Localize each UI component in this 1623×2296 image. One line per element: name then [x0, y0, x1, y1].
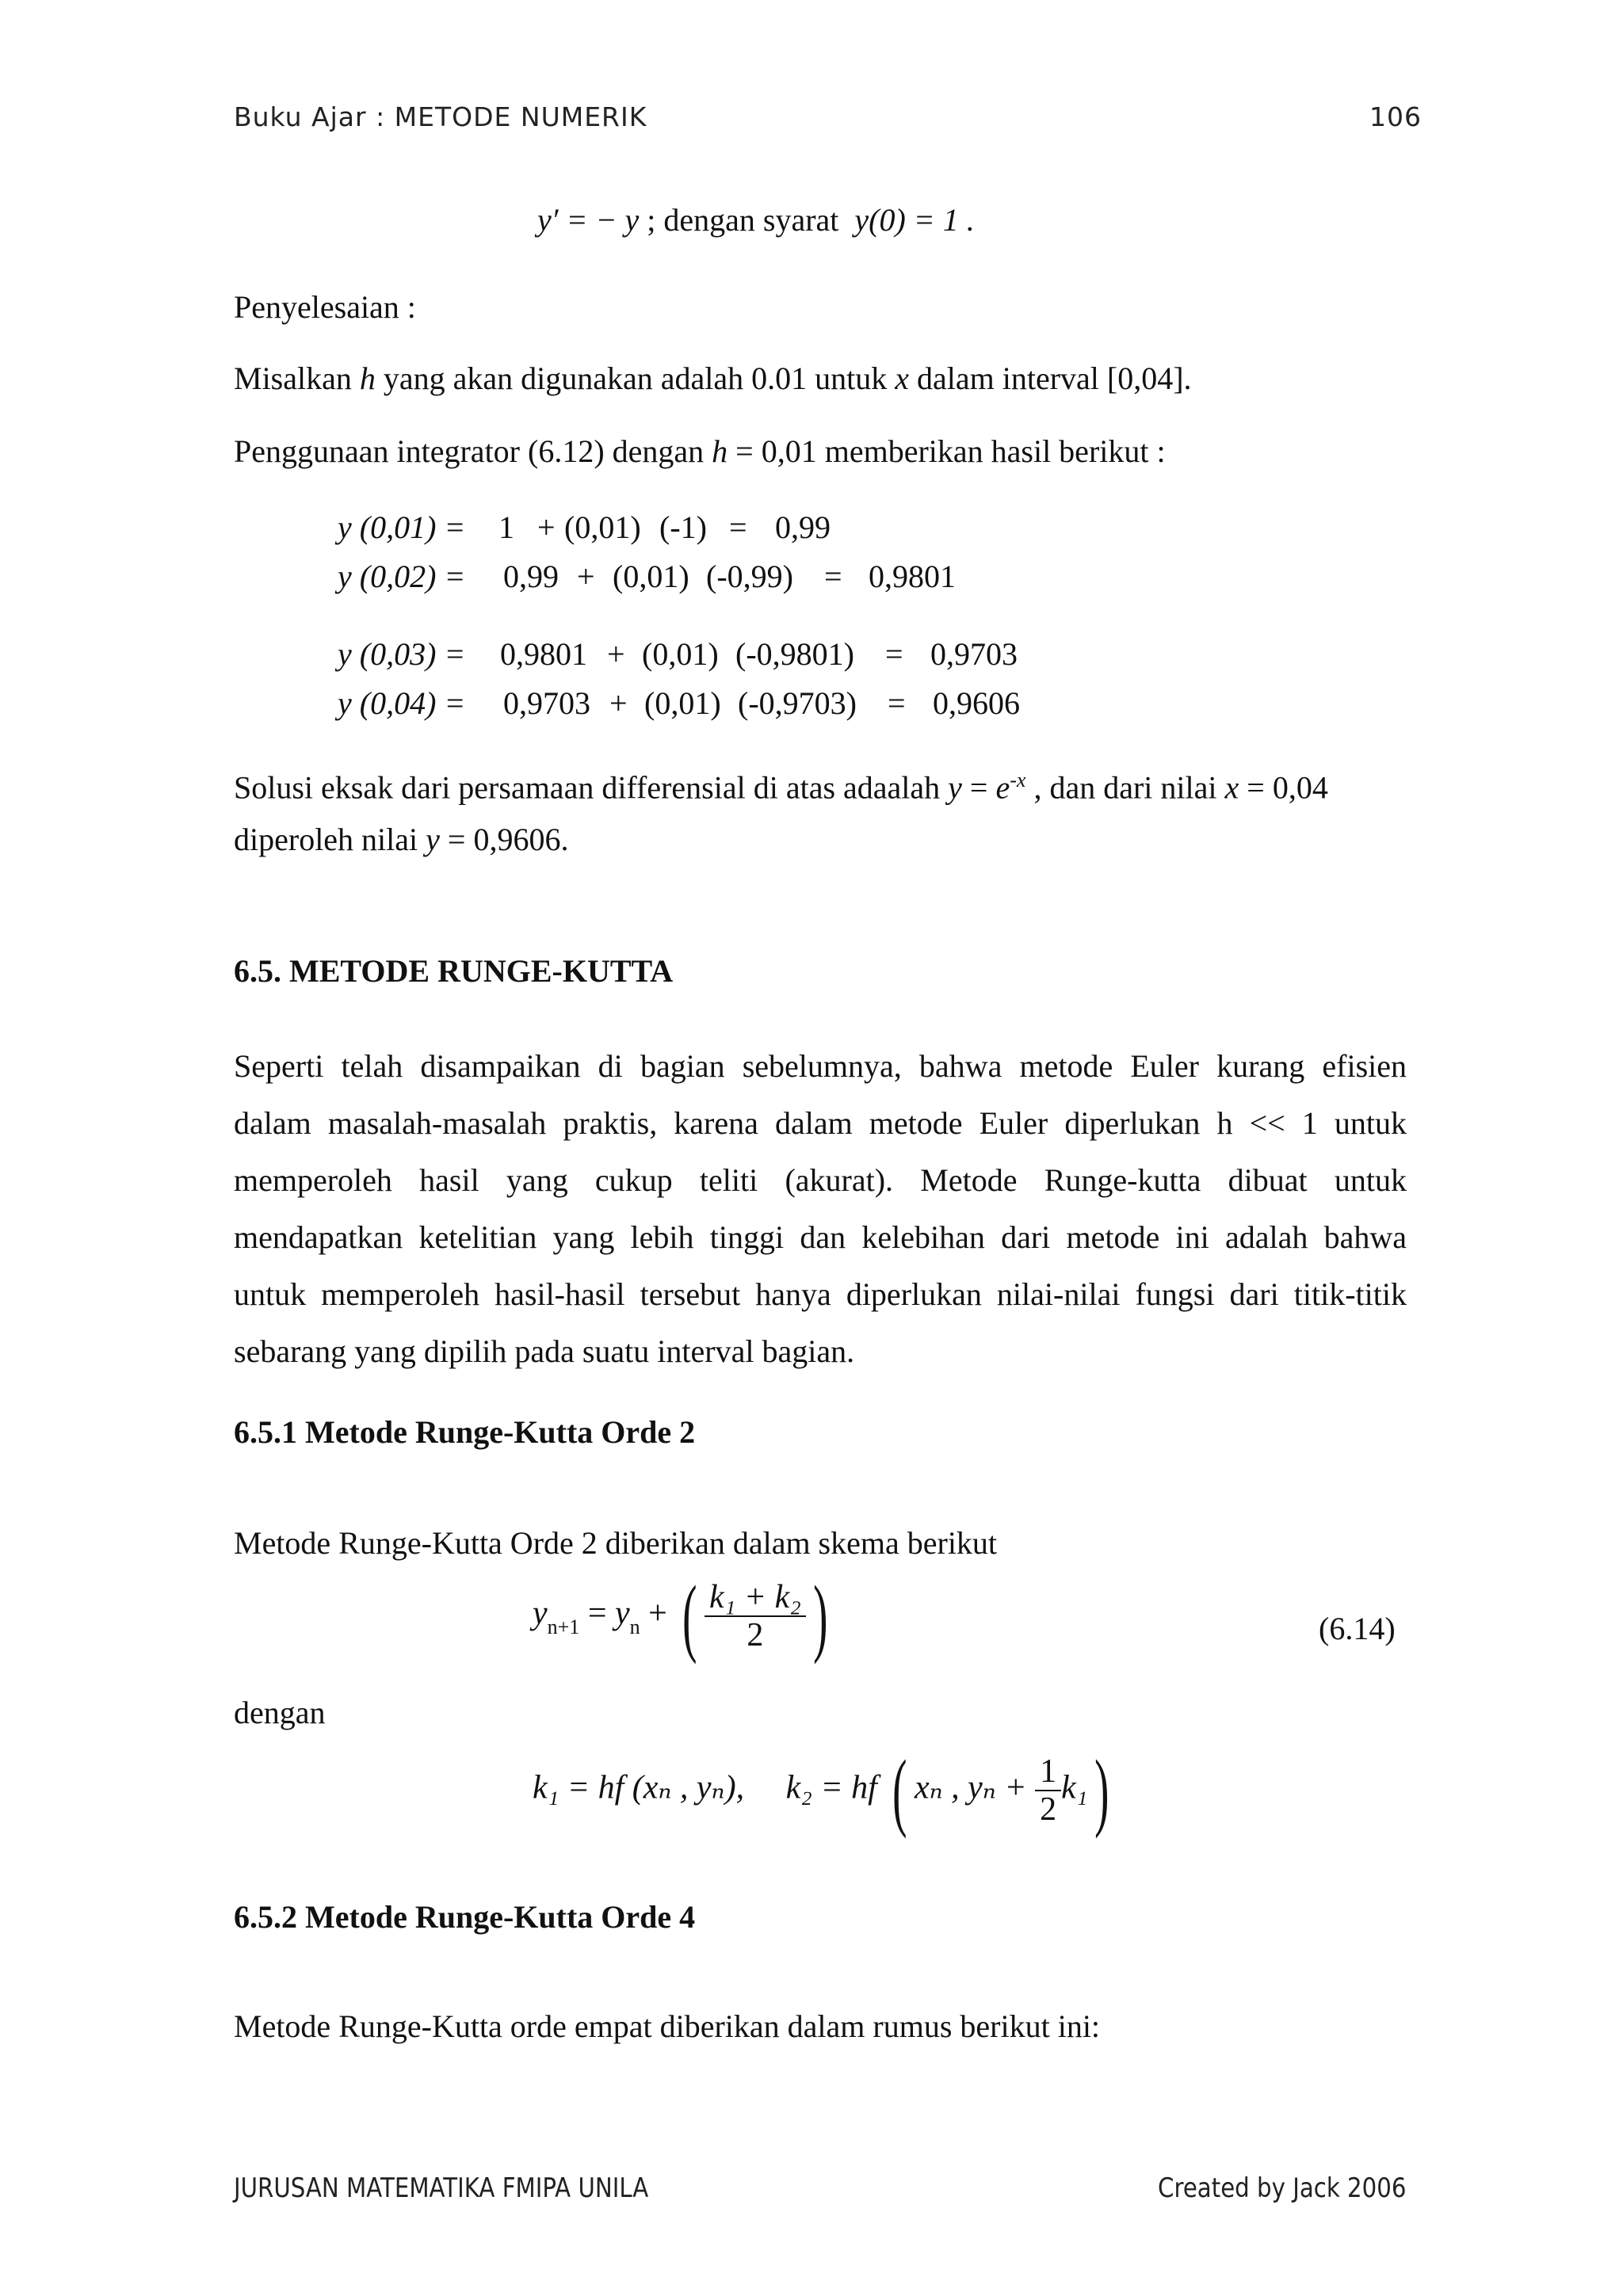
equation-6-14: $y_{n+1} = y_n$ + ( $\frac{\text{k₁ + k₂}}{2}$ ): [533, 1568, 828, 1665]
intro-line: Seperti telah disampaikan di bagian sebelumnya, bahwa metode Euler kurang efisien: [234, 1048, 1407, 1084]
left-paren: (: [892, 1742, 907, 1839]
intro-line: dalam masalah-masalah praktis, karena dalam metode Euler diperlukan h << 1 untuk: [234, 1105, 1407, 1141]
page-number: 106: [1369, 101, 1422, 132]
intro-line: untuk memperoleh hasil-hasil tersebut hanya diperlukan nilai-nilai fungsi dari titik-titik: [234, 1276, 1407, 1312]
fraction-half: $\frac{1}{2}$: [1035, 1753, 1061, 1828]
paragraph-penggunaan: Penggunaan integrator (6.12) dengan h = 0,01 memberikan hasil berikut :: [234, 433, 1166, 469]
ode-equation: y′ = − y: [537, 202, 640, 238]
fraction: $\frac{\text{k₁ + k₂}}{2}$: [705, 1579, 806, 1653]
intro-line: mendapatkan ketelitian yang lebih tinggi dan kelebihan dari metode ini adalah bahwa: [234, 1219, 1407, 1255]
paragraph-exact-solution: Solusi eksak dari persamaan differensial di atas adaalah $y = e^{-x}$ , dan dari nilai x = 0,04: [234, 769, 1328, 806]
ode-condition-label: dengan syarat: [663, 202, 839, 238]
intro-line: memperoleh hasil yang cukup teliti (akurat). Metode Runge-kutta dibuat untuk: [234, 1162, 1407, 1198]
paragraph-exact-value: diperoleh nilai y = 0,9606.: [234, 822, 569, 857]
equation-number: (6.14): [1319, 1611, 1396, 1646]
ode-statement: y′ = − y ; dengan syarat y(0) = 1 .: [537, 202, 975, 238]
subsection-heading-orde2: 6.5.1 Metode Runge-Kutta Orde 2: [234, 1414, 696, 1450]
intro-line: sebarang yang dipilih pada suatu interval bagian.: [234, 1333, 855, 1369]
iteration-row: y (0,03) = 0,9801 + (0,01) (-0,9801) = 0,9703: [338, 636, 1018, 672]
section-heading: 6.5. METODE RUNGE-KUTTA: [234, 953, 674, 989]
right-paren: ): [812, 1568, 828, 1665]
intro-paragraph: [234, 1038, 1407, 1380]
right-paren: ): [1094, 1742, 1109, 1839]
footer-right: Created by Jack 2006: [1157, 2172, 1406, 2204]
paragraph-misalkan: Misalkan h yang akan digunakan adalah 0.01 untuk x dalam interval [0,04].: [234, 360, 1192, 396]
iteration-row: y (0,01) = 1 + (0,01) (-1) = 0,99: [338, 509, 831, 545]
subsection-heading-orde4: 6.5.2 Metode Runge-Kutta Orde 4: [234, 1899, 696, 1935]
left-paren: (: [682, 1568, 697, 1665]
iteration-row: y (0,04) = 0,9703 + (0,01) (-0,9703) = 0,9606: [338, 685, 1020, 721]
k-definitions: k₁ = hf (xₙ , yₙ), k₂ = hf ( xₙ , yₙ + $\frac{1}{2}$ k₁): [533, 1742, 1109, 1839]
initial-condition: y(0) = 1 .: [854, 202, 975, 238]
paragraph-orde2: Metode Runge-Kutta Orde 2 diberikan dalam skema berikut: [234, 1525, 998, 1561]
solution-label: Penyelesaian :: [234, 289, 416, 325]
iteration-row: y (0,02) = 0,99 + (0,01) (-0,99) = 0,9801: [338, 559, 956, 594]
running-header: Buku Ajar : METODE NUMERIK: [234, 101, 647, 132]
footer-left: JURUSAN MATEMATIKA FMIPA UNILA: [234, 2172, 649, 2204]
dengan-label: dengan: [234, 1695, 326, 1730]
paragraph-orde4: Metode Runge-Kutta orde empat diberikan dalam rumus berikut ini:: [234, 2008, 1101, 2044]
